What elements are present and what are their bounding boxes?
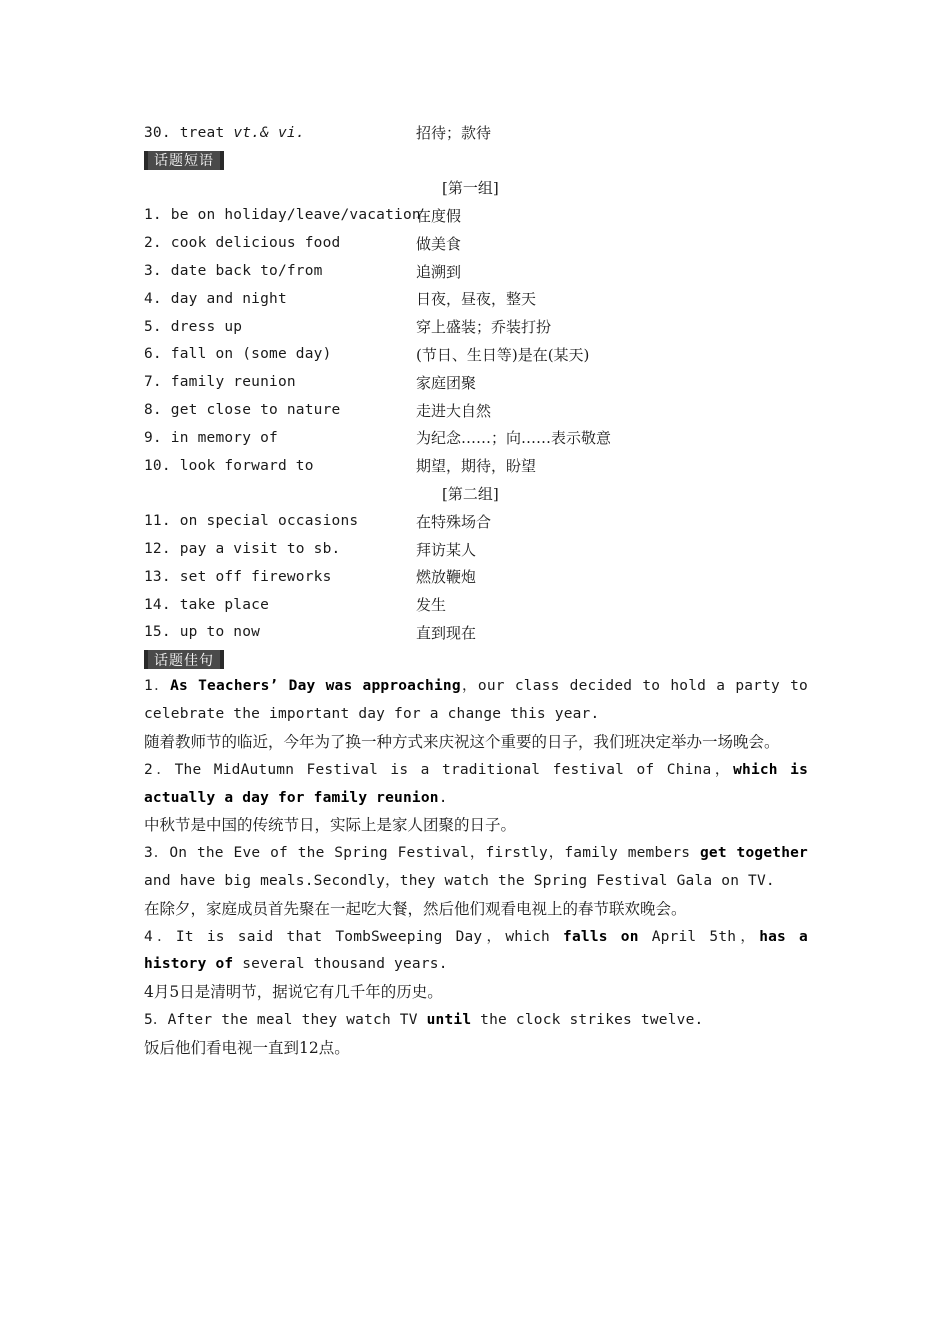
phrase-zh: (节日、生日等)是在(某天): [416, 345, 590, 364]
phrase-zh: 燃放鞭炮: [416, 568, 477, 587]
section-tag-sentences: 话题佳句: [144, 650, 224, 669]
sentence-4-zh: 4月5日是清明节，据说它有几千年的历史。: [144, 983, 443, 1002]
phrase-zh: 拜访某人: [416, 540, 477, 559]
phrase-zh: 做美食: [416, 234, 462, 253]
phrase-en: 13. set off fireworks: [144, 568, 332, 585]
phrase-en: 15. up to now: [144, 624, 261, 641]
phrase-en: 12. pay a visit to sb.: [144, 541, 341, 558]
phrase-zh: 家庭团聚: [416, 373, 477, 392]
phrase-item: [144, 507, 808, 535]
phrase-zh: 走进大自然: [416, 401, 492, 420]
phrase-item: [144, 563, 808, 591]
phrase-en: 11. on special occasions: [144, 513, 359, 530]
phrase-zh: 期望，期待，盼望: [416, 457, 537, 476]
phrase-en: 3. date back to/from: [144, 263, 323, 280]
phrase-en: 14. take place: [144, 596, 270, 613]
phrase-item: [144, 285, 808, 313]
phrase-en: 1. be on holiday/leave/vacation: [144, 207, 421, 224]
sentence-3-en: 3．On the Eve of the Spring Festival，firstly，family members get together and have big meals.Secondly，they watch the Spring Festival Gala on TV.: [144, 845, 808, 889]
phrase-en: 4. day and night: [144, 290, 287, 307]
phrase-item: [144, 424, 808, 452]
phrase-list-2: [144, 507, 808, 646]
phrase-zh: 在度假: [416, 206, 462, 225]
phrase-item: [144, 591, 808, 619]
phrase-zh: 直到现在: [416, 623, 477, 642]
phrase-list-1: [144, 202, 808, 480]
phrase-en: 2. cook delicious food: [144, 235, 341, 252]
phrase-zh: 追溯到: [416, 262, 462, 281]
sentence-2-en: 2．The MidAutumn Festival is a traditional festival of China，which is actually a day for family reunion.: [144, 761, 808, 806]
sentence-3-zh: 在除夕，家庭成员首先聚在一起吃大餐，然后他们观看电视上的春节联欢晚会。: [144, 899, 687, 918]
phrase-zh: 为纪念……；向……表示敬意: [416, 429, 612, 448]
phrase-item: [144, 619, 808, 647]
phrase-item: [144, 202, 808, 230]
phrase-item: [144, 396, 808, 424]
phrase-item: [144, 368, 808, 396]
sentence-4-en: 4．It is said that TombSweeping Day，which falls on April 5th，has a history of several thousand years.: [144, 928, 808, 973]
vocab-item-30: [144, 119, 808, 147]
phrase-en: 6. fall on (some day): [144, 346, 332, 363]
phrase-item: [144, 257, 808, 285]
phrase-zh: 穿上盛装；乔装打扮: [416, 318, 552, 337]
sentence-5-en: 5．After the meal they watch TV until the clock strikes twelve.: [144, 1011, 704, 1028]
sentence-1-zh: 随着教师节的临近，今年为了换一种方式来庆祝这个重要的日子，我们班决定举办一场晚会。: [144, 732, 780, 751]
group-label-1: [第一组]: [442, 179, 499, 198]
section-tag-phrases: 话题短语: [144, 151, 224, 170]
group-label-2: [第二组]: [442, 484, 499, 503]
phrase-en: 5. dress up: [144, 318, 243, 335]
phrase-item: [144, 313, 808, 341]
phrase-zh: 发生: [416, 596, 447, 615]
phrase-item: [144, 229, 808, 257]
phrase-en: 7. family reunion: [144, 374, 296, 391]
sentence-5-zh: 饭后他们看电视一直到12点。: [144, 1038, 350, 1057]
sentence-1-en: 1．As Teachers’ Day was approaching，our class decided to hold a party to celebrate the important day for a change this year.: [144, 678, 808, 723]
phrase-item: [144, 535, 808, 563]
phrase-en: 9. in memory of: [144, 429, 278, 446]
vocab-meaning: 招待；款待: [416, 124, 492, 143]
content: [144, 119, 808, 1063]
vocab-pos: vt.& vi.: [233, 124, 305, 141]
phrase-item: [144, 341, 808, 369]
sentence-list: [144, 673, 808, 1062]
phrase-zh: 在特殊场合: [416, 512, 492, 531]
phrase-zh: 日夜，昼夜，整天: [416, 290, 537, 309]
vocab-word: 30. treat: [144, 124, 234, 141]
sentence-2-zh: 中秋节是中国的传统节日，实际上是家人团聚的日子。: [144, 816, 517, 835]
phrase-en: 10. look forward to: [144, 457, 314, 474]
phrase-en: 8. get close to nature: [144, 402, 341, 419]
phrase-item: [144, 452, 808, 480]
